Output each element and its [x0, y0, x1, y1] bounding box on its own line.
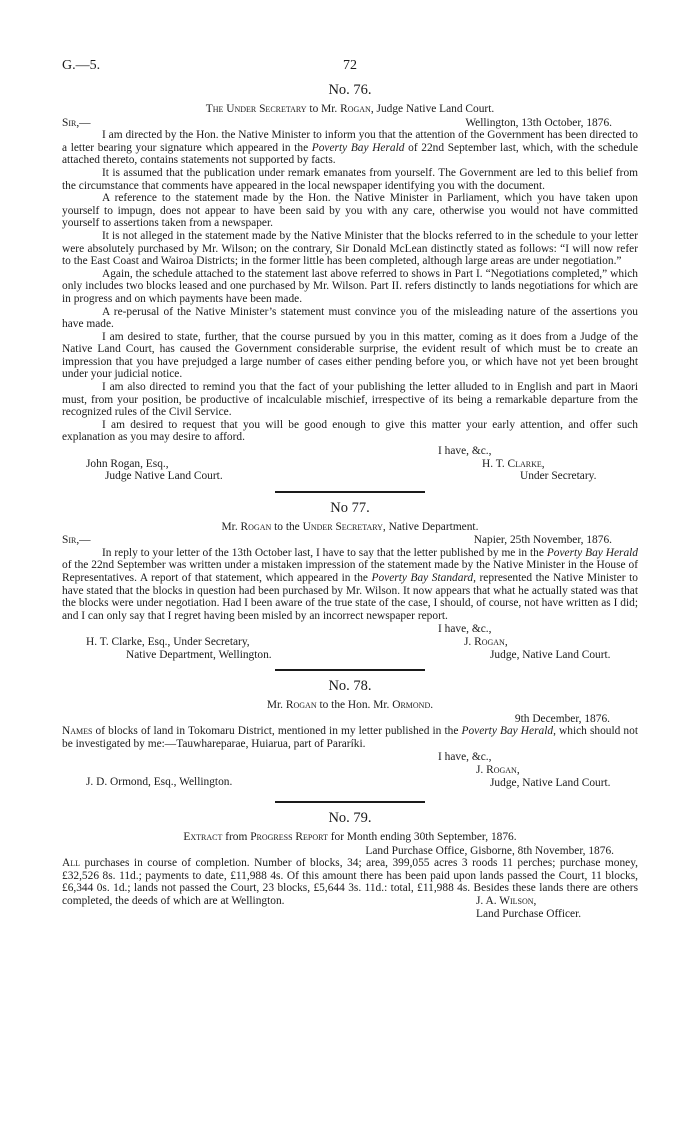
letter-79 — [62, 810, 638, 920]
letter-heading — [62, 521, 638, 534]
heading-text: from — [222, 830, 251, 843]
addressee — [86, 636, 272, 661]
paragraph-text: In reply to your letter of the 13th October last, I have to say that the letter published by me in the — [102, 546, 547, 559]
heading-recipient: Ormond — [392, 698, 431, 711]
paragraph: It is assumed that the publication under remark emanates from yourself. The Government are led to this belief from the circumstance that comments have appeared in the local newspaper identifying you with the document. — [62, 166, 638, 192]
addressee-line: J. D. Ormond, Esq., Wellington. — [86, 775, 233, 788]
signatory-name: H. T. Clarke, — [482, 457, 545, 470]
section-divider — [275, 669, 425, 671]
newspaper-title: Poverty Bay Herald — [311, 141, 405, 154]
heading-sender: The Under Secretary — [205, 103, 307, 115]
heading-recipient: Progress Report — [250, 830, 328, 843]
paragraph — [62, 547, 638, 623]
heading-recipient: Under Secretary — [302, 520, 383, 533]
addressee-line: John Rogan, Esq., — [86, 457, 169, 470]
signatory-title: Under Secretary. — [520, 470, 597, 483]
newspaper-title: Poverty Bay Standard — [371, 572, 474, 584]
paragraph: I am desired to state, further, that the course pursued by you in this matter, coming as it does from a Judge of the Native Land Court, has caused the Government considerable surprise, the evident result of which must be to create an impression that you have prejudged a large number of cases either pending before you, or which have not yet been brought under your judicial notice. — [62, 330, 638, 381]
heading-sender: Rogan — [240, 520, 272, 533]
paragraph-text: I am directed by the Hon. the Native Minister to inform you that the attention of the Government has been directed to a letter bearing your signature which appeared in the — [62, 129, 638, 154]
letter-date: 9th December, 1876. — [514, 712, 610, 725]
paragraph-text: of 22nd September last, which, with the schedule attached thereto, contains statements not supported by facts. — [62, 141, 639, 167]
paragraph-text: of the 22nd September was written under a mistaken impression of the statement made by the Native Minister in the House of Representatives. A report of that statement, which appeared in the — [62, 559, 638, 584]
signatory-title: Land Purchase Officer. — [476, 907, 582, 920]
addressee-line: Native Department, Wellington. — [126, 648, 272, 661]
signature-block — [62, 458, 638, 483]
heading-text: Mr. — [266, 698, 286, 711]
addressee — [86, 458, 223, 483]
section-divider — [275, 801, 425, 803]
addressee — [86, 776, 232, 789]
closing: I have, &c., — [438, 623, 492, 636]
newspaper-title: Poverty Bay Herald — [461, 725, 554, 738]
addressee-line: Judge Native Land Court. — [105, 470, 223, 483]
paragraph-text: , which should not be investigated by me:—Tauwhareparae, Huiarua, part of Pararíki. — [62, 725, 638, 750]
paragraph: I am also directed to remind you that the fact of your publishing the letter alluded to in English and part in Maori must, from your position, be productive of incalculable mischief, irrespective of its being a remarkable departure from the recognized rules of the Civil Service. — [62, 381, 638, 419]
place-date: Wellington, 13th October, 1876. — [465, 116, 612, 129]
signatory-name: J. Rogan, — [464, 635, 508, 648]
heading-text: to the Hon. Mr. — [316, 698, 393, 711]
signature — [464, 764, 611, 789]
signature — [464, 636, 611, 661]
paragraph: It is not alleged in the statement made by the Native Minister that the blocks referred to in the schedule to your letter were absolutely purchased by Mr. Wilson; on the contrary, Sir Donald McLean distinctly stated as follows: “I will now refer to the East Coast and Wairoa Districts; in the former little has been completed, although large areas are under negotiation.” — [62, 229, 638, 268]
signatory-name: J. Rogan, — [476, 763, 520, 776]
heading-text: . — [430, 698, 434, 711]
place-date: Land Purchase Office, Gisborne, 8th November, 1876. — [365, 844, 614, 857]
paragraph-lead: Names — [62, 725, 93, 738]
paragraph-text: of blocks of land in Tokomaru District, mentioned in my letter published in the — [92, 725, 462, 738]
place-date: Napier, 25th November, 1876. — [473, 534, 612, 547]
heading-text: to Mr. — [306, 103, 341, 115]
heading-text: Mr. — [221, 520, 241, 533]
heading-text: , Judge Native Land Court. — [370, 103, 495, 115]
paragraph-text: , represented the Native Minister to have stated that the blocks in question had been purchased by Mr. Wilson. It now appears that what he actually stated was that the blocks were under negotiation. Had I been aware of the true state of the case, I should, of course, not have written as I did; and I can only say that I regret having been misled by an incorrect newspaper report. — [62, 572, 638, 622]
letter-heading — [62, 103, 638, 116]
letter-heading — [62, 699, 638, 712]
heading-sender: Extract — [183, 830, 223, 843]
paragraph — [62, 725, 638, 750]
heading-sender: Rogan — [285, 698, 317, 711]
addressee-line: H. T. Clarke, Esq., Under Secretary, — [86, 635, 250, 648]
letter-number: No. 79. — [328, 809, 372, 826]
letter-number: No 77. — [330, 499, 370, 516]
closing: I have, &c., — [438, 445, 492, 458]
heading-text: to the — [271, 520, 303, 533]
salutation-line — [62, 117, 638, 130]
page-header — [62, 60, 638, 82]
paragraph-text: purchases in course of completion. Number of blocks, 34; area, 399,055 acres 3 roods 11 perches; purchase money, £32,526 8s. 11d.; payments to date, £11,988 4s. Of this amount there has been paid upon lands passed the Court, 11 blocks, £6,344 0s. 1d.; lands not passed the Court, 23 blocks, £5,644 3s. 11d.: total, £11,988 4s. Besides these lands there are others completed, the deeds of which are at Wellington. — [62, 857, 638, 907]
paragraph: I am desired to request that you will be good enough to give this matter your early attention, and offer such explanation as you may desire to afford. — [62, 418, 638, 444]
signature — [440, 895, 581, 920]
closing: I have, &c., — [438, 751, 492, 764]
heading-recipient: Rogan — [340, 103, 371, 115]
signature — [482, 458, 596, 483]
paragraph: A re-perusal of the Native Minister’s statement must convince you of the misleading nature of the assertions you have made. — [62, 305, 638, 331]
paragraph: Again, the schedule attached to the statement last above referred to shows in Part I. “Negotiations completed,” which only includes two blocks leased and one purchased by Mr. Wilson. Part II. refers distinctly to lands negotiations for which are in progress and on which payments have been made. — [62, 267, 638, 305]
salutation-line — [62, 534, 638, 547]
letter-77 — [62, 500, 638, 661]
page-number: 72 — [343, 58, 357, 73]
letter-number: No. 78. — [328, 677, 372, 694]
heading-text: , Native Department. — [382, 520, 479, 533]
signatory-name: J. A. Wilson, — [476, 894, 537, 907]
signature-block — [62, 764, 638, 789]
letter-76 — [62, 82, 638, 483]
signature-block — [62, 636, 638, 661]
section-code: G.—5. — [62, 58, 101, 73]
salutation: Sir,— — [62, 116, 91, 129]
letter-heading — [62, 831, 638, 844]
heading-text: for Month ending 30th September, 1876. — [327, 830, 517, 843]
letter-number: No. 76. — [328, 82, 372, 98]
signatory-title: Judge, Native Land Court. — [490, 648, 611, 661]
paragraph — [62, 129, 638, 167]
signatory-title: Judge, Native Land Court. — [490, 776, 611, 789]
paragraph-lead: All — [62, 857, 80, 870]
section-divider — [275, 491, 425, 493]
paragraph: A reference to the statement made by the Hon. the Native Minister in Parliament, which you have taken upon yourself to impugn, does not appear to have been said by you with any care, otherwise you would not have committed yourself to assertions taken from a newspaper. — [62, 192, 638, 230]
letter-78 — [62, 678, 638, 789]
newspaper-title: Poverty Bay Herald — [546, 546, 638, 559]
salutation: Sir,— — [62, 534, 91, 547]
signature-block — [62, 895, 638, 920]
